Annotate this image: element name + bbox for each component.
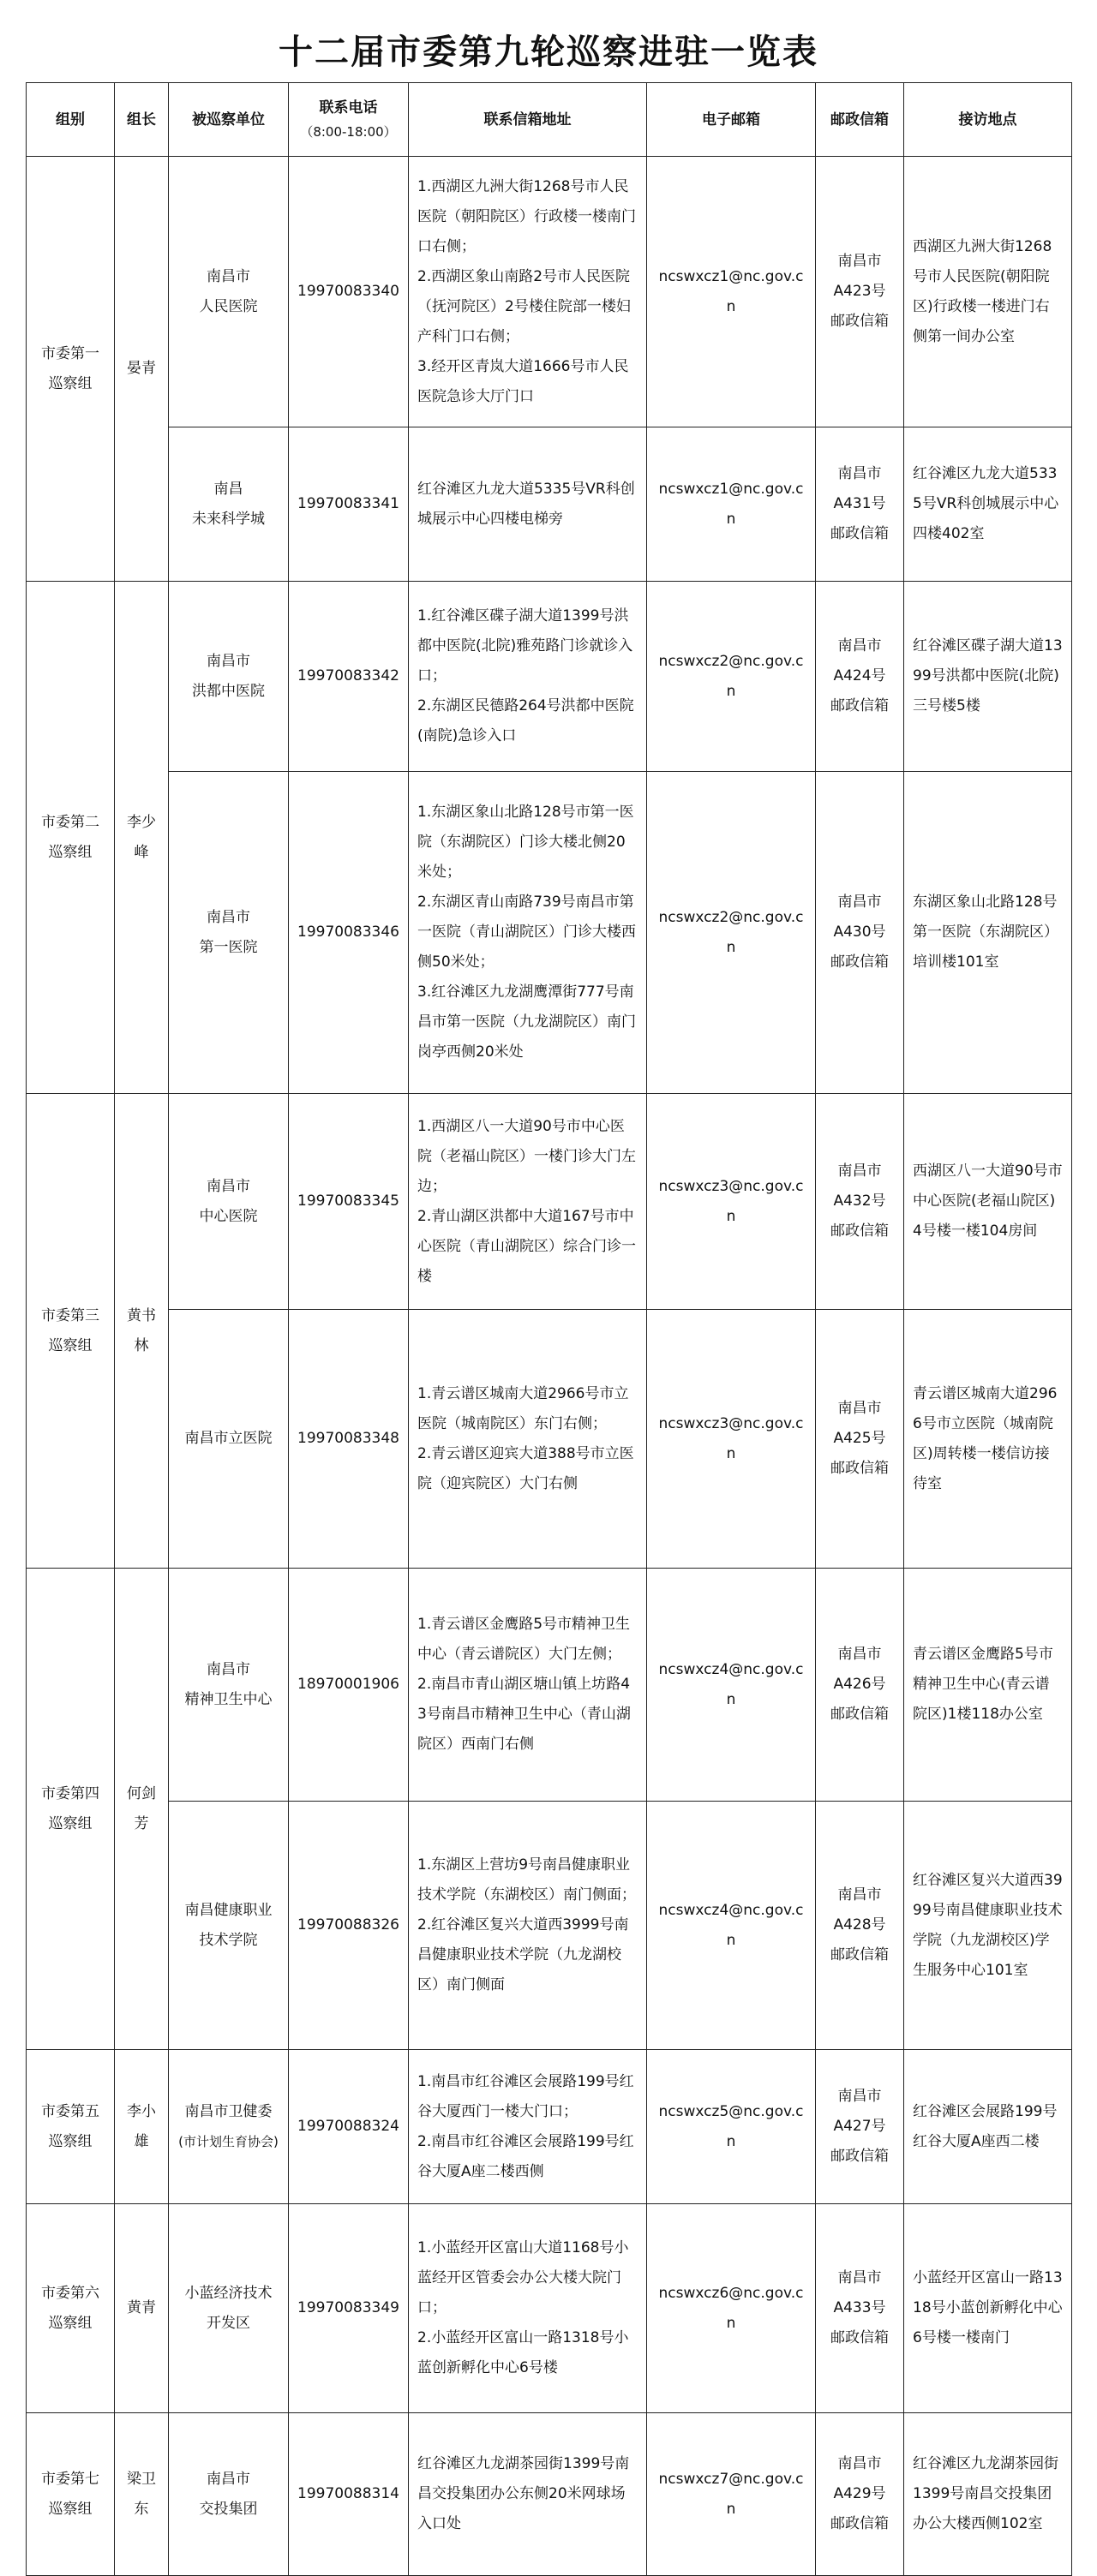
postbox: 南昌市 A423号 邮政信箱	[816, 157, 904, 427]
unit-name: 南昌市 中心医院	[169, 1094, 289, 1310]
header-phone-label: 联系电话	[319, 99, 378, 117]
leader-name: 李少峰	[115, 582, 169, 1094]
table-row	[27, 2413, 1072, 2576]
unit-name: 南昌健康职业 技术学院	[169, 1802, 289, 2050]
header-reception: 接访地点	[904, 83, 1072, 157]
unit-name: 南昌市 人民医院	[169, 157, 289, 427]
email-address[interactable]: ncswxcz5@nc.gov.cn	[647, 2050, 816, 2204]
reception-location: 红谷滩区九龙湖茶园街1399号南昌交投集团办公大楼西侧102室	[904, 2413, 1072, 2576]
unit-name: 小蓝经济技术 开发区	[169, 2204, 289, 2413]
group-name: 市委第二巡察组	[27, 582, 115, 1094]
group-name: 市委第七巡察组	[27, 2413, 115, 2576]
mail-address: 1.红谷滩区碟子湖大道1399号洪都中医院(北院)雅苑路门诊就诊入口； 2.东湖区民德路264号洪都中医院(南院)急诊入口	[409, 582, 647, 772]
table-row	[27, 582, 1072, 772]
unit-name-main: 南昌市卫健委	[184, 2102, 273, 2120]
table-row	[27, 1310, 1072, 1569]
reception-location: 小蓝经开区富山一路1318号小蓝创新孵化中心6号楼一楼南门	[904, 2204, 1072, 2413]
leader-name: 何剑芳	[115, 1569, 169, 2050]
postbox: 南昌市 A430号 邮政信箱	[816, 772, 904, 1094]
phone-number: 19970088324	[289, 2050, 409, 2204]
postbox: 南昌市 A432号 邮政信箱	[816, 1094, 904, 1310]
leader-name: 李小雄	[115, 2050, 169, 2204]
mail-address: 红谷滩区九龙大道5335号VR科创城展示中心四楼电梯旁	[409, 427, 647, 582]
postbox: 南昌市 A428号 邮政信箱	[816, 1802, 904, 2050]
email-address[interactable]: ncswxcz6@nc.gov.cn	[647, 2204, 816, 2413]
header-postbox: 邮政信箱	[816, 83, 904, 157]
reception-location: 东湖区象山北路128号第一医院（东湖院区）培训楼101室	[904, 772, 1072, 1094]
postbox: 南昌市 A426号 邮政信箱	[816, 1569, 904, 1802]
phone-number: 19970083349	[289, 2204, 409, 2413]
mail-address: 红谷滩区九龙湖茶园街1399号南昌交投集团办公东侧20米网球场入口处	[409, 2413, 647, 2576]
mail-address: 1.西湖区九洲大街1268号市人民医院（朝阳院区）行政楼一楼南门口右侧； 2.西湖区象山南路2号市人民医院（抚河院区）2号楼住院部一楼妇产科门口右侧； 3.经开区青岚大道1666号市人民医院急诊大厅门口	[409, 157, 647, 427]
phone-number: 19970083340	[289, 157, 409, 427]
mail-address: 1.西湖区八一大道90号市中心医院（老福山院区）一楼门诊大门左边； 2.青山湖区洪都中大道167号市中心医院（青山湖院区）综合门诊一楼	[409, 1094, 647, 1310]
reception-location: 红谷滩区会展路199号红谷大厦A座西二楼	[904, 2050, 1072, 2204]
postbox: 南昌市 A433号 邮政信箱	[816, 2204, 904, 2413]
inspection-table	[26, 82, 1072, 2576]
header-phone-hours: （8:00-18:00）	[300, 123, 397, 140]
email-address[interactable]: ncswxcz2@nc.gov.cn	[647, 772, 816, 1094]
email-address[interactable]: ncswxcz1@nc.gov.cn	[647, 157, 816, 427]
group-name: 市委第四巡察组	[27, 1569, 115, 2050]
mail-address: 1.青云谱区金鹰路5号市精神卫生中心（青云谱院区）大门左侧； 2.南昌市青山湖区塘山镇上坊路43号南昌市精神卫生中心（青山湖院区）西南门右侧	[409, 1569, 647, 1802]
unit-name: 南昌市立医院	[169, 1310, 289, 1569]
email-address[interactable]: ncswxcz4@nc.gov.cn	[647, 1569, 816, 1802]
postbox: 南昌市 A431号 邮政信箱	[816, 427, 904, 582]
leader-name: 晏青	[115, 157, 169, 582]
header-leader: 组长	[115, 83, 169, 157]
phone-number: 19970088326	[289, 1802, 409, 2050]
postbox: 南昌市 A425号 邮政信箱	[816, 1310, 904, 1569]
header-phone	[289, 83, 409, 157]
leader-name: 黄书林	[115, 1094, 169, 1569]
header-mail-address: 联系信箱地址	[409, 83, 647, 157]
unit-name: 南昌市 交投集团	[169, 2413, 289, 2576]
table-row	[27, 2204, 1072, 2413]
group-name: 市委第五巡察组	[27, 2050, 115, 2204]
phone-number: 18970001906	[289, 1569, 409, 1802]
mail-address: 1.东湖区象山北路128号市第一医院（东湖院区）门诊大楼北侧20米处； 2.东湖区青山南路739号南昌市第一医院（青山湖院区）门诊大楼西侧50米处； 3.红谷滩区九龙湖鹰潭街777号南昌市第一医院（九龙湖院区）南门岗亭西侧20米处	[409, 772, 647, 1094]
header-email: 电子邮箱	[647, 83, 816, 157]
phone-number: 19970083341	[289, 427, 409, 582]
mail-address: 1.青云谱区城南大道2966号市立医院（城南院区）东门右侧； 2.青云谱区迎宾大道388号市立医院（迎宾院区）大门右侧	[409, 1310, 647, 1569]
table-header-row	[27, 83, 1072, 157]
unit-name-sub: (市计划生育协会)	[178, 2133, 279, 2149]
mail-address: 1.南昌市红谷滩区会展路199号红谷大厦西门一楼大门口； 2.南昌市红谷滩区会展路199号红谷大厦A座二楼西侧	[409, 2050, 647, 2204]
leader-name: 黄青	[115, 2204, 169, 2413]
reception-location: 红谷滩区复兴大道西3999号南昌健康职业技术学院（九龙湖校区)学生服务中心101室	[904, 1802, 1072, 2050]
table-row	[27, 772, 1072, 1094]
postbox: 南昌市 A429号 邮政信箱	[816, 2413, 904, 2576]
table-row	[27, 157, 1072, 427]
mail-address: 1.小蓝经开区富山大道1168号小蓝经开区管委会办公大楼大院门口； 2.小蓝经开区富山一路1318号小蓝创新孵化中心6号楼	[409, 2204, 647, 2413]
group-name: 市委第六巡察组	[27, 2204, 115, 2413]
phone-number: 19970083342	[289, 582, 409, 772]
reception-location: 青云谱区城南大道2966号市立医院（城南院区)周转楼一楼信访接待室	[904, 1310, 1072, 1569]
group-name: 市委第一巡察组	[27, 157, 115, 582]
unit-name	[169, 2050, 289, 2204]
email-address[interactable]: ncswxcz4@nc.gov.cn	[647, 1802, 816, 2050]
table-row	[27, 1094, 1072, 1310]
postbox: 南昌市 A424号 邮政信箱	[816, 582, 904, 772]
postbox: 南昌市 A427号 邮政信箱	[816, 2050, 904, 2204]
reception-location: 西湖区九洲大街1268号市人民医院(朝阳院区)行政楼一楼进门右侧第一间办公室	[904, 157, 1072, 427]
unit-name: 南昌市 精神卫生中心	[169, 1569, 289, 1802]
unit-name: 南昌市 洪都中医院	[169, 582, 289, 772]
email-address[interactable]: ncswxcz2@nc.gov.cn	[647, 582, 816, 772]
email-address[interactable]: ncswxcz1@nc.gov.cn	[647, 427, 816, 582]
table-row	[27, 1569, 1072, 1802]
reception-location: 红谷滩区碟子湖大道1399号洪都中医院(北院)三号楼5楼	[904, 582, 1072, 772]
unit-name: 南昌 未来科学城	[169, 427, 289, 582]
page-title: 十二届市委第九轮巡察进驻一览表	[279, 31, 818, 72]
phone-number: 19970083346	[289, 772, 409, 1094]
phone-number: 19970083348	[289, 1310, 409, 1569]
reception-location: 西湖区八一大道90号市中心医院(老福山院区)4号楼一楼104房间	[904, 1094, 1072, 1310]
header-group: 组别	[27, 83, 115, 157]
unit-name: 南昌市 第一医院	[169, 772, 289, 1094]
mail-address: 1.东湖区上营坊9号南昌健康职业技术学院（东湖校区）南门侧面； 2.红谷滩区复兴大道西3999号南昌健康职业技术学院（九龙湖校区）南门侧面	[409, 1802, 647, 2050]
reception-location: 红谷滩区九龙大道5335号VR科创城展示中心四楼402室	[904, 427, 1072, 582]
phone-number: 19970088314	[289, 2413, 409, 2576]
phone-number: 19970083345	[289, 1094, 409, 1310]
header-unit: 被巡察单位	[169, 83, 289, 157]
email-address[interactable]: ncswxcz3@nc.gov.cn	[647, 1094, 816, 1310]
table-row	[27, 1802, 1072, 2050]
table-row	[27, 427, 1072, 582]
group-name: 市委第三巡察组	[27, 1094, 115, 1569]
table-row	[27, 2050, 1072, 2204]
reception-location: 青云谱区金鹰路5号市精神卫生中心(青云谱院区)1楼118办公室	[904, 1569, 1072, 1802]
email-address[interactable]: ncswxcz7@nc.gov.cn	[647, 2413, 816, 2576]
leader-name: 梁卫东	[115, 2413, 169, 2576]
email-address[interactable]: ncswxcz3@nc.gov.cn	[647, 1310, 816, 1569]
